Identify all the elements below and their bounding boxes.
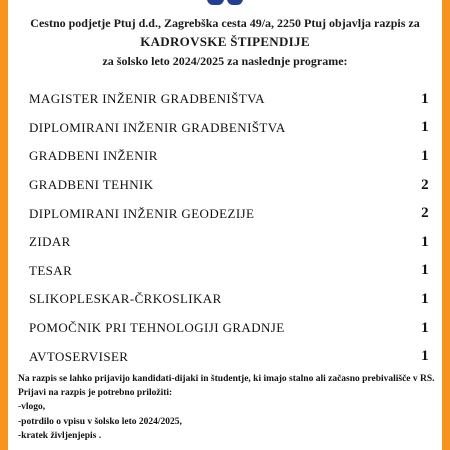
application-notes xyxy=(18,372,438,443)
note-line: Na razpis se lahko prijavijo kandidati-dijaki in študentje, ki imajo stalno ali začasno prebivališče v RS. xyxy=(18,374,435,384)
intro-line: Cestno podjetje Ptuj d.d., Zagrebška cesta 49/a, 2250 Ptuj objavlja razpis za xyxy=(30,16,420,30)
program-name: SLIKOPLESKAR-ČRKOSLIKAR xyxy=(29,291,222,307)
note-line: -vlogo, xyxy=(18,402,46,413)
note-line: Prijavi na razpis je potrebno priložiti: xyxy=(18,388,173,399)
notice-header xyxy=(8,14,442,70)
program-count: 1 xyxy=(421,290,429,307)
program-count: 1 xyxy=(421,348,429,365)
program-name: ZIDAR xyxy=(29,234,71,250)
note-line: -potrdilo o vpisu v šolsko leto 2024/2025, xyxy=(18,416,182,427)
program-row xyxy=(29,314,429,343)
program-count: 1 xyxy=(421,233,429,250)
program-count: 2 xyxy=(421,176,429,193)
program-name: POMOČNIK PRI TEHNOLOGIJI GRADNJE xyxy=(29,320,285,336)
program-name: MAGISTER INŽENIR GRADBENIŠTVA xyxy=(29,91,265,107)
program-row xyxy=(29,171,429,200)
program-count: 1 xyxy=(421,90,429,107)
program-name: TESAR xyxy=(29,262,73,278)
program-row xyxy=(29,342,429,371)
intro-subline: za šolsko leto 2024/2025 za naslednje programe: xyxy=(102,54,348,68)
program-row xyxy=(29,199,429,228)
note-line: -kratek življenjepis . xyxy=(18,430,102,441)
program-row xyxy=(29,85,429,114)
company-logo xyxy=(207,0,243,5)
program-list xyxy=(29,85,429,371)
program-count: 2 xyxy=(421,205,429,222)
notice-title: KADROVSKE ŠTIPENDIJE xyxy=(140,34,310,49)
program-row xyxy=(29,285,429,314)
program-name: DIPLOMIRANI INŽENIR GRADBENIŠTVA xyxy=(29,119,286,135)
program-count: 1 xyxy=(421,262,429,279)
program-row xyxy=(29,228,429,257)
program-name: GRADBENI TEHNIK xyxy=(29,177,154,193)
program-name: AVTOSERVISER xyxy=(29,348,129,364)
program-count: 1 xyxy=(421,147,429,164)
program-count: 1 xyxy=(421,319,429,336)
program-name: GRADBENI INŽENIR xyxy=(29,148,158,164)
program-name: DIPLOMIRANI INŽENIR GEODEZIJE xyxy=(29,205,255,221)
scholarship-notice xyxy=(8,0,442,450)
program-row xyxy=(29,114,429,143)
program-count: 1 xyxy=(421,119,429,136)
program-row xyxy=(29,257,429,286)
program-row xyxy=(29,142,429,171)
